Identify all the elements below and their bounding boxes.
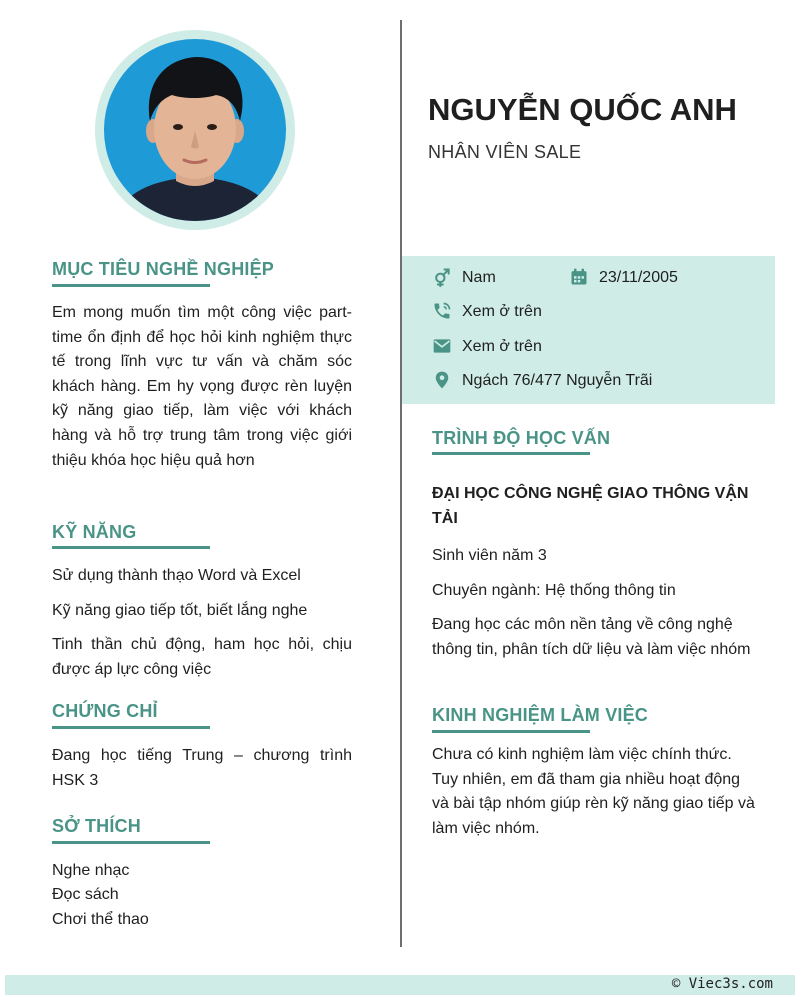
skill-item: Sử dụng thành thạo Word và Excel [52,567,301,584]
envelope-icon [432,336,452,356]
skill-item: Tinh thần chủ động, ham học hỏi, chịu được áp lực công việc [52,636,352,678]
experience-underline [432,730,590,733]
skill-item: Kỹ năng giao tiếp tốt, biết lắng nghe [52,602,308,619]
certificates-heading: CHỨNG CHỈ [52,701,158,721]
objective-heading: MỤC TIÊU NGHỀ NGHIỆP [52,259,275,279]
hobbies-heading: SỞ THÍCH [52,816,141,836]
avatar-portrait-image [104,39,286,221]
avatar [104,39,286,221]
education-year: Sinh viên năm 3 [432,547,547,564]
hobby-item: Nghe nhạc [52,862,130,879]
column-divider [400,20,402,947]
experience-text: Chưa có kinh nghiệm làm việc chính thức. Tuy nhiên, em đã tham gia nhiều hoạt động và bài tập nhóm giúp rèn kỹ năng giao tiếp và làm việc nhóm. [432,746,755,837]
experience-heading: KINH NGHIỆM LÀM VIỆC [432,705,649,725]
phone-icon [432,301,452,321]
skills-underline [52,546,210,549]
hobbies-underline [52,841,210,844]
candidate-name: NGUYỄN QUỐC ANH [428,92,737,127]
hobby-item: Đọc sách [52,886,119,903]
email-value: Xem ở trên [462,338,542,355]
education-underline [432,452,590,455]
objective-text: Em mong muốn tìm một công việc part-time ổn định để học hỏi kinh nghiệm thực tế trong lĩnh vực tư vấn và chăm sóc khách hàng. Em hy vọng được rèn luyện kỹ năng giao tiếp, làm việc với khách hàng và hỗ trợ trung tâm trong việc giới thiệu khóa học hiệu quả hơn [52,304,352,469]
skills-heading: KỸ NĂNG [52,522,137,542]
address-value: Ngách 76/477 Nguyễn Trãi [462,372,653,389]
hobby-item: Chơi thể thao [52,911,149,928]
birthdate-value: 23/11/2005 [599,269,678,286]
footer-copyright: © Viec3s.com [671,976,773,992]
footer-bar [5,975,795,995]
gender-icon [432,267,452,287]
education-major: Chuyên ngành: Hệ thống thông tin [432,582,676,599]
calendar-icon [569,267,589,287]
job-title: NHÂN VIÊN SALE [428,142,582,162]
education-description: Đang học các môn nền tảng về công nghệ thông tin, phân tích dữ liệu và làm việc nhóm [432,616,751,658]
school-name: ĐẠI HỌC CÔNG NGHỆ GIAO THÔNG VẬN TẢI [432,485,749,527]
gender-value: Nam [462,269,496,286]
phone-value: Xem ở trên [462,303,542,320]
location-pin-icon [432,370,452,390]
objective-underline [52,284,210,287]
certificate-text: Đang học tiếng Trung – chương trình HSK 3 [52,747,352,789]
education-heading: TRÌNH ĐỘ HỌC VẤN [432,428,611,448]
certificates-underline [52,726,210,729]
